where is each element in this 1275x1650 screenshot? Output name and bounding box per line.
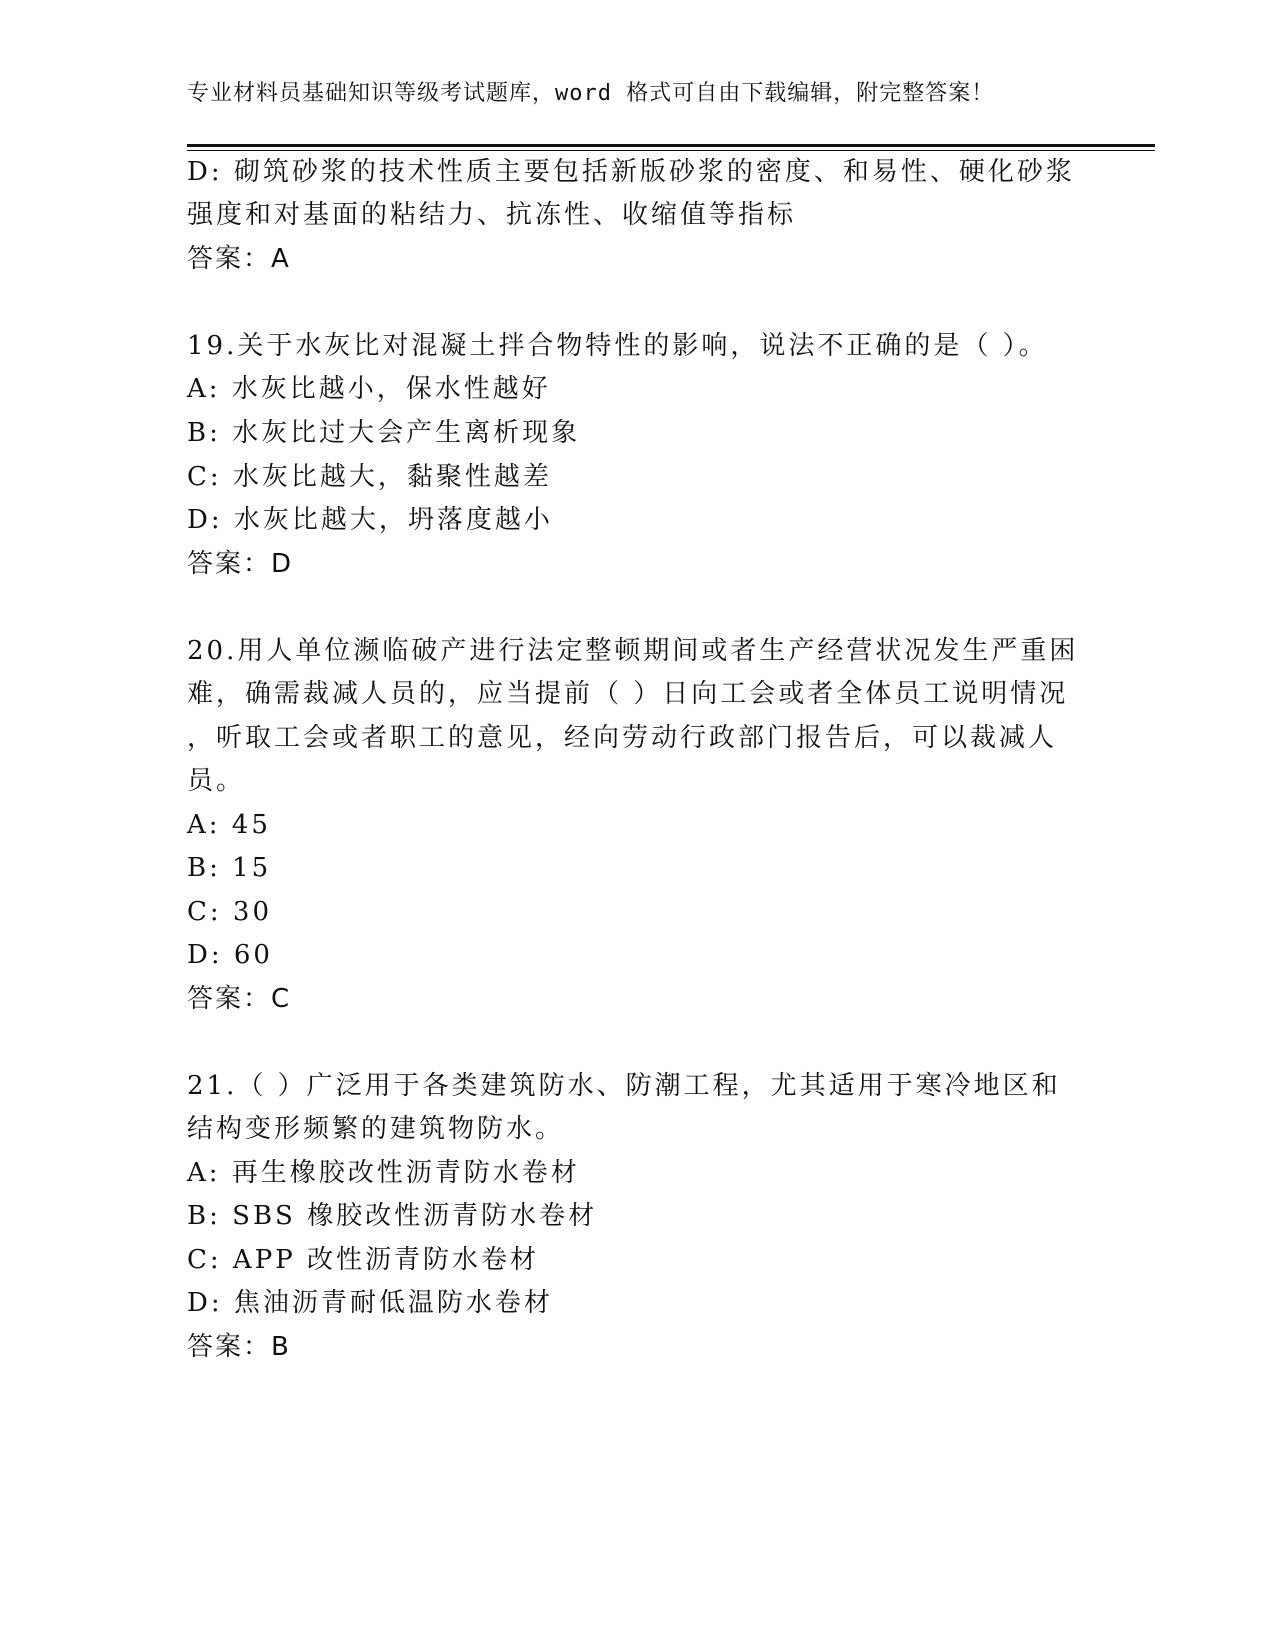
q18-option-d-line2: 强度和对基面的粘结力、抗冻性、收缩值等指标 [187,200,797,230]
q21-stem-line1: 21.（ ）广泛用于各类建筑防水、防潮工程，尤其适用于寒冷地区和 [187,1071,1061,1101]
page-header-title: 专业材料员基础知识等级考试题库，word 格式可自由下载编辑，附完整答案！ [187,81,995,106]
q19-answer: 答案：D [187,549,294,579]
q21-option-d: D: 焦油沥青耐低温防水卷材 [187,1288,553,1318]
header-divider-thin [187,150,1155,151]
q19-stem: 19.关于水灰比对混凝土拌合物特性的影响，说法不正确的是（ ）。 [187,331,1048,361]
q19-option-c: C: 水灰比越大，黏聚性越差 [187,462,552,492]
q20-stem-line3: ，听取工会或者职工的意见，经向劳动行政部门报告后，可以裁减人 [187,723,1058,753]
q21-option-a: A: 再生橡胶改性沥青防水卷材 [187,1158,580,1188]
header-divider-thick [187,144,1155,147]
q21-stem-line2: 结构变形频繁的建筑物防水。 [187,1114,565,1144]
q20-stem-line4: 员。 [187,766,246,796]
q20-option-d: D: 60 [187,940,273,970]
q20-answer: 答案：C [187,984,292,1014]
q20-option-a: A: 45 [187,810,271,840]
q21-option-c: C: APP 改性沥青防水卷材 [187,1245,539,1275]
q18-option-d-line1: D: 砌筑砂浆的技术性质主要包括新版砂浆的密度、和易性、硬化砂浆 [187,157,1075,187]
q20-stem-line1: 20.用人单位濒临破产进行法定整顿期间或者生产经营状况发生严重困 [187,636,1079,666]
q21-option-b: B: SBS 橡胶改性沥青防水卷材 [187,1201,598,1231]
q21-answer: 答案：B [187,1332,291,1362]
q20-option-b: B: 15 [187,853,272,883]
q18-answer: 答案：A [187,244,291,274]
q19-option-d: D: 水灰比越大，坍落度越小 [187,505,553,535]
q20-option-c: C: 30 [187,897,273,927]
q20-stem-line2: 难，确需裁减人员的，应当提前（ ）日向工会或者全体员工说明情况 [187,679,1069,709]
q19-option-a: A: 水灰比越小，保水性越好 [187,374,551,404]
q19-option-b: B: 水灰比过大会产生离析现象 [187,418,581,448]
